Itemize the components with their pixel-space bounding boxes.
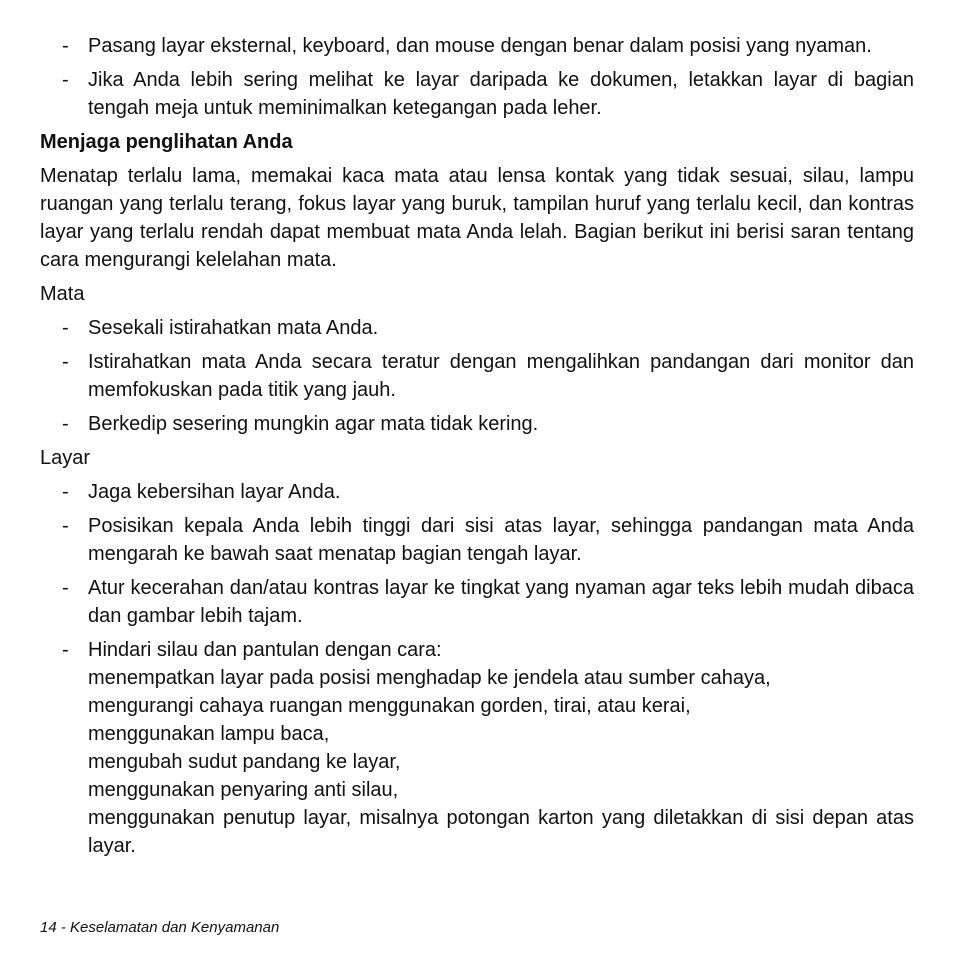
layar-label: Layar <box>40 447 91 469</box>
mata-label: Mata <box>40 283 85 305</box>
list-item-text: Jika Anda lebih sering melihat ke layar daripada ke dokumen, letakkan layar di bagian tengah meja untuk meminimalkan ketegangan pada leher. <box>88 69 914 119</box>
glare-line: menggunakan penyaring anti silau, <box>88 779 399 801</box>
list-item-text: Posisikan kepala Anda lebih tinggi dari sisi atas layar, sehingga pandangan mata Anda mengarah ke bawah saat menatap bagian tengah layar. <box>88 515 914 565</box>
list-item <box>40 314 914 342</box>
mata-list <box>40 314 914 438</box>
list-item-text: Berkedip sesering mungkin agar mata tidak kering. <box>88 413 539 435</box>
layar-list <box>40 478 914 860</box>
glare-line: menempatkan layar pada posisi menghadap ke jendela atau sumber cahaya, <box>88 667 771 689</box>
list-item <box>40 478 914 506</box>
section-heading: Menjaga penglihatan Anda <box>40 131 293 153</box>
glare-line: mengubah sudut pandang ke layar, <box>88 751 401 773</box>
bullet-dash: - <box>62 351 69 373</box>
glare-intro: Hindari silau dan pantulan dengan cara: <box>88 639 442 661</box>
document-page <box>40 32 914 866</box>
bullet-dash: - <box>62 35 69 57</box>
glare-line: mengurangi cahaya ruangan menggunakan gorden, tirai, atau kerai, <box>88 695 691 717</box>
list-item-text: Istirahatkan mata Anda secara teratur dengan mengalihkan pandangan dari monitor dan memfokuskan pada titik yang jauh. <box>88 351 914 401</box>
bullet-dash: - <box>62 413 69 435</box>
list-item <box>40 512 914 568</box>
list-item <box>40 348 914 404</box>
section-paragraph: Menatap terlalu lama, memakai kaca mata atau lensa kontak yang tidak sesuai, silau, lampu ruangan yang terlalu terang, fokus layar yang buruk, tampilan huruf yang terlalu kecil, dan kontras layar yang terlalu rendah dapat membuat mata Anda lelah. Bagian berikut ini berisi saran tentang cara mengurangi kelelahan mata. <box>40 165 914 271</box>
bullet-dash: - <box>62 639 69 661</box>
list-item-glare <box>40 636 914 860</box>
bullet-dash: - <box>62 317 69 339</box>
page-footer: 14 - Keselamatan dan Kenyamanan <box>40 919 280 936</box>
bullet-dash: - <box>62 69 69 91</box>
glare-line: menggunakan penutup layar, misalnya potongan karton yang diletakkan di sisi depan atas layar. <box>88 807 914 857</box>
list-item <box>40 32 914 60</box>
intro-list <box>40 32 914 122</box>
bullet-dash: - <box>62 515 69 537</box>
bullet-dash: - <box>62 577 69 599</box>
list-item-text: Pasang layar eksternal, keyboard, dan mouse dengan benar dalam posisi yang nyaman. <box>88 35 872 57</box>
bullet-dash: - <box>62 481 69 503</box>
list-item <box>40 574 914 630</box>
list-item-text: Sesekali istirahatkan mata Anda. <box>88 317 379 339</box>
glare-line: menggunakan lampu baca, <box>88 723 330 745</box>
list-item <box>40 410 914 438</box>
list-item <box>40 66 914 122</box>
list-item-text: Jaga kebersihan layar Anda. <box>88 481 341 503</box>
list-item-text: Atur kecerahan dan/atau kontras layar ke tingkat yang nyaman agar teks lebih mudah dibaca dan gambar lebih tajam. <box>88 577 914 627</box>
